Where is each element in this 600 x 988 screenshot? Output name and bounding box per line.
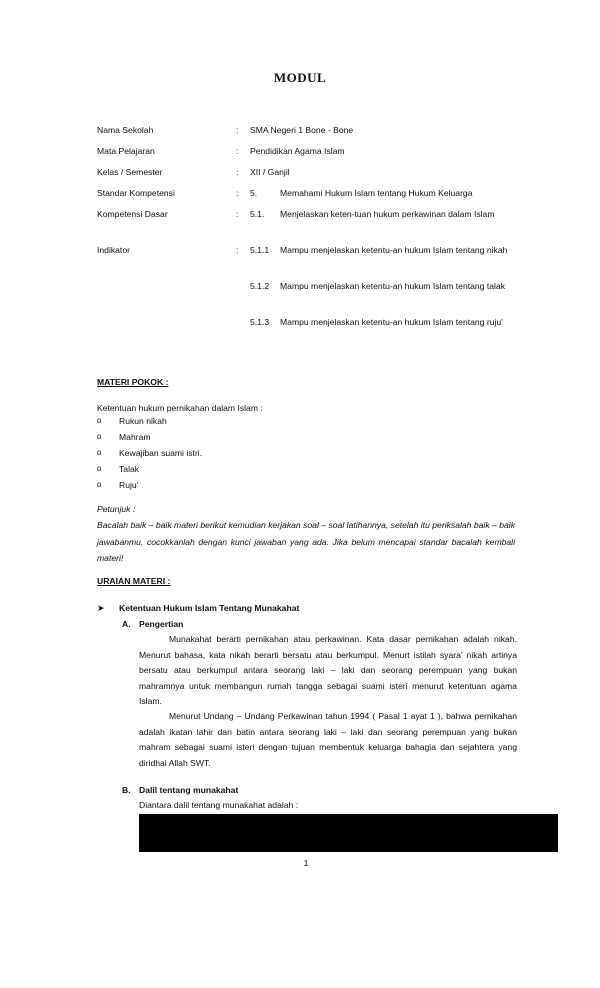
- info-value: Mampu menjelaskan ketentu-an hukum Islam tentang ruju’: [280, 317, 504, 327]
- info-value: SMA Negeri 1 Bone - Bone: [250, 125, 354, 135]
- bullet-icon: o: [97, 432, 102, 441]
- page-number: 1: [303, 858, 309, 868]
- list-item-text: Kewajiban suami istri.: [119, 448, 203, 458]
- topic-heading: Ketentuan Hukum Islam Tentang Munakahat: [119, 603, 300, 613]
- section-a-paragraph-1: Munakahat berarti pernikahan atau perkawinan. Kata dasar pernikahan adalah nikah. Menurut bahasa, kata nikah berarti bersatu atau berkumpul. Menurt istilah syara’ nikah artinya bersatu atau berkumpul antara seorang laki – laki dan seorang perempuan yang bukan mahramnya untuk membangun rumah tangga sebagai suami isteri menurut ketentuan agama Islam.: [139, 634, 517, 706]
- info-number: 5.1.: [250, 209, 265, 219]
- info-label: Standar Kompetensi: [97, 188, 175, 198]
- info-value: Pendidikan Agama Islam: [250, 146, 345, 156]
- page-title: MODUL: [273, 70, 327, 85]
- info-label: Mata Pelajaran: [97, 146, 155, 156]
- info-number: 5.1.2: [250, 281, 270, 291]
- bullet-icon: o: [97, 448, 102, 457]
- section-a-paragraph-2: Menurut Undang – Undang Perkawinan tahun 1994 ( Pasal 1 ayat 1 ), bahwa pernikahan adalah ikatan lahir dan batin antara seorang laki – laki dan seorang perempuan yang bukan mahram sebagai suami isteri dengan tujuan membentuk keluarga bahagia dan sejahtera yang diridhai Allah SWT.: [139, 711, 517, 768]
- bullet-icon: o: [97, 464, 102, 473]
- info-label: Kelas / Semester: [97, 167, 163, 177]
- section-a-title: Pengertian: [139, 619, 184, 629]
- section-b-label: B.: [122, 785, 131, 795]
- materi-pokok-intro: Ketentuan hukum pernikahan dalam Islam :: [97, 403, 263, 413]
- info-number: 5.1.1: [250, 245, 270, 255]
- info-value: Mampu menjelaskan ketentu-an hukum Islam tentang nikah: [280, 245, 508, 255]
- petunjuk-text: Bacalah baik – baik materi berikut kemudian kerjakan soal – soal latihannya, setelah itu periksalah baik – baik jawabanmu, cocokkanlah dengan kunci jawaban yang ada. Jika belum mencapai standar bacalah kembali materi!: [97, 520, 515, 563]
- info-value: Mampu menjelaskan ketentu-an hukum Islam tentang talak: [280, 281, 505, 291]
- info-colon: :: [236, 125, 239, 135]
- info-colon: :: [236, 167, 239, 177]
- list-item-text: Rukun nikah: [119, 416, 167, 426]
- info-colon: :: [236, 146, 239, 156]
- section-b-intro: Diantara dalil tentang munakahat adalah :: [139, 800, 299, 810]
- materi-pokok-heading: MATERI POKOK :: [97, 377, 169, 387]
- list-item-text: Mahram: [119, 432, 151, 442]
- info-label: Indikator: [97, 245, 130, 255]
- redacted-image-block: [139, 814, 558, 852]
- info-colon: :: [236, 245, 239, 255]
- info-colon: :: [236, 188, 239, 198]
- info-number: 5.1.3: [250, 317, 270, 327]
- list-item-text: Talak: [119, 464, 140, 474]
- list-item-text: Ruju’: [119, 480, 139, 490]
- info-value: XII / Ganjil: [250, 167, 290, 177]
- arrow-icon: ➤: [97, 603, 105, 613]
- section-b-title: Dalil tentang munakahat: [139, 785, 239, 795]
- info-label: Kompetensi Dasar: [97, 209, 168, 219]
- bullet-icon: o: [97, 480, 102, 489]
- info-label: Nama Sekolah: [97, 125, 154, 135]
- info-value: Memahami Hukum Islam tentang Hukum Keluarga: [280, 188, 473, 198]
- section-a-label: A.: [122, 619, 131, 629]
- bullet-icon: o: [97, 416, 102, 425]
- petunjuk-label: Petunjuk :: [97, 504, 136, 514]
- info-value: Menjelaskan keten-tuan hukum perkawinan dalam Islam: [280, 209, 495, 219]
- info-colon: :: [236, 209, 239, 219]
- uraian-materi-heading: URAIAN MATERI :: [97, 576, 171, 586]
- info-number: 5.: [250, 188, 258, 198]
